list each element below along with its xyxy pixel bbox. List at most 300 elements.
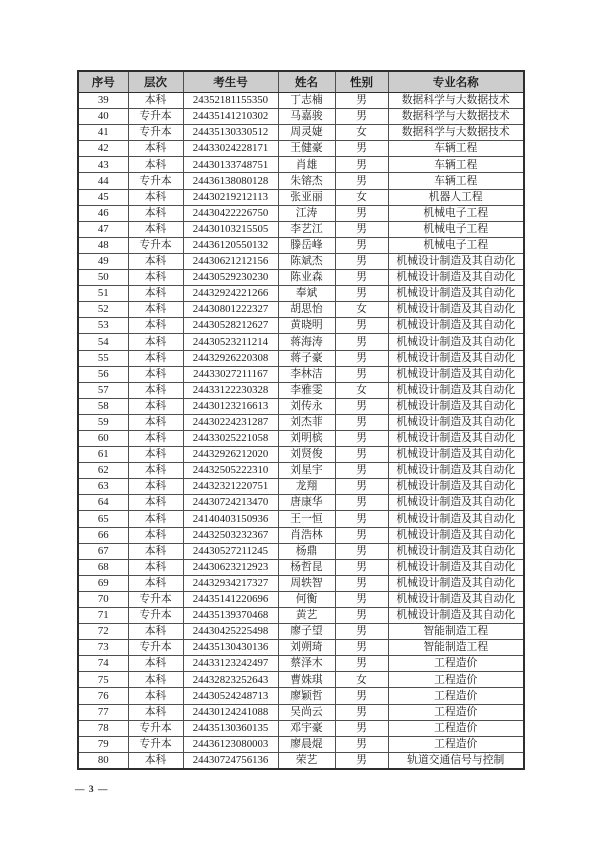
table-cell: 24433027211167 bbox=[183, 366, 278, 382]
table-cell: 本科 bbox=[128, 559, 183, 575]
table-cell: 廖晨焜 bbox=[278, 736, 335, 752]
table-cell: 本科 bbox=[128, 221, 183, 237]
table-row bbox=[78, 704, 524, 720]
table-cell: 24432926220308 bbox=[183, 350, 278, 366]
table-cell: 专升本 bbox=[128, 591, 183, 607]
table-row bbox=[78, 752, 524, 769]
table-row bbox=[78, 495, 524, 511]
table-cell: 男 bbox=[335, 253, 388, 269]
table-cell: 本科 bbox=[128, 334, 183, 350]
table-row bbox=[78, 398, 524, 414]
table-cell: 24352181155350 bbox=[183, 93, 278, 109]
table-cell: 本科 bbox=[128, 624, 183, 640]
table-cell: 24430123216613 bbox=[183, 398, 278, 414]
table-cell: 49 bbox=[78, 253, 128, 269]
table-cell: 男 bbox=[335, 704, 388, 720]
table-cell: 男 bbox=[335, 656, 388, 672]
table-cell: 24140403150936 bbox=[183, 511, 278, 527]
table-cell: 机械设计制造及其自动化 bbox=[388, 479, 524, 495]
table-cell: 男 bbox=[335, 447, 388, 463]
table-cell: 男 bbox=[335, 752, 388, 769]
table-cell: 机械设计制造及其自动化 bbox=[388, 559, 524, 575]
table-cell: 65 bbox=[78, 511, 128, 527]
table-cell: 本科 bbox=[128, 495, 183, 511]
table-row bbox=[78, 591, 524, 607]
table-cell: 机械设计制造及其自动化 bbox=[388, 527, 524, 543]
table-row bbox=[78, 720, 524, 736]
table-cell: 江涛 bbox=[278, 205, 335, 221]
table-cell: 奉斌 bbox=[278, 286, 335, 302]
table-body bbox=[78, 93, 524, 769]
table-row bbox=[78, 414, 524, 430]
table-cell: 男 bbox=[335, 350, 388, 366]
table-cell: 陈业森 bbox=[278, 270, 335, 286]
table-row bbox=[78, 382, 524, 398]
table-cell: 女 bbox=[335, 125, 388, 141]
table-cell: 72 bbox=[78, 624, 128, 640]
table-cell: 胡思怡 bbox=[278, 302, 335, 318]
table-cell: 杨鼎 bbox=[278, 543, 335, 559]
column-header: 层次 bbox=[128, 71, 183, 93]
table-cell: 肖浩林 bbox=[278, 527, 335, 543]
table-cell: 48 bbox=[78, 237, 128, 253]
table-cell: 本科 bbox=[128, 205, 183, 221]
table-cell: 本科 bbox=[128, 253, 183, 269]
table-cell: 女 bbox=[335, 302, 388, 318]
table-cell: 43 bbox=[78, 157, 128, 173]
table-cell: 58 bbox=[78, 398, 128, 414]
table-cell: 龙翔 bbox=[278, 479, 335, 495]
table-cell: 67 bbox=[78, 543, 128, 559]
table-cell: 本科 bbox=[128, 93, 183, 109]
table-cell: 男 bbox=[335, 93, 388, 109]
table-cell: 24433024228171 bbox=[183, 141, 278, 157]
table-cell: 男 bbox=[335, 109, 388, 125]
table-cell: 李林洁 bbox=[278, 366, 335, 382]
table-cell: 本科 bbox=[128, 463, 183, 479]
table-cell: 男 bbox=[335, 430, 388, 446]
table-cell: 24430621212156 bbox=[183, 253, 278, 269]
table-cell: 智能制造工程 bbox=[388, 640, 524, 656]
table-cell: 男 bbox=[335, 366, 388, 382]
column-header: 姓名 bbox=[278, 71, 335, 93]
table-cell: 24435139370468 bbox=[183, 608, 278, 624]
table-cell: 本科 bbox=[128, 366, 183, 382]
table-cell: 机械设计制造及其自动化 bbox=[388, 495, 524, 511]
table-row bbox=[78, 221, 524, 237]
table-cell: 24435130430136 bbox=[183, 640, 278, 656]
table-row bbox=[78, 157, 524, 173]
table-cell: 59 bbox=[78, 414, 128, 430]
table-cell: 杨哲昆 bbox=[278, 559, 335, 575]
table-cell: 男 bbox=[335, 334, 388, 350]
table-cell: 本科 bbox=[128, 704, 183, 720]
table-cell: 57 bbox=[78, 382, 128, 398]
table-cell: 47 bbox=[78, 221, 128, 237]
table-cell: 24432924221266 bbox=[183, 286, 278, 302]
table-header-row bbox=[78, 71, 524, 93]
table-cell: 本科 bbox=[128, 575, 183, 591]
table-cell: 机械设计制造及其自动化 bbox=[388, 608, 524, 624]
table-cell: 本科 bbox=[128, 414, 183, 430]
table-row bbox=[78, 286, 524, 302]
table-cell: 专升本 bbox=[128, 173, 183, 189]
table-cell: 男 bbox=[335, 270, 388, 286]
table-cell: 机械设计制造及其自动化 bbox=[388, 253, 524, 269]
table-cell: 蒋子豪 bbox=[278, 350, 335, 366]
table-cell: 本科 bbox=[128, 447, 183, 463]
admission-roster-table bbox=[77, 70, 525, 770]
table-cell: 廖颖哲 bbox=[278, 688, 335, 704]
table-cell: 机械设计制造及其自动化 bbox=[388, 447, 524, 463]
table-cell: 24430422226750 bbox=[183, 205, 278, 221]
table-cell: 李艺江 bbox=[278, 221, 335, 237]
table-cell: 数据科学与大数据技术 bbox=[388, 93, 524, 109]
page-number: — 3 — bbox=[75, 785, 109, 795]
table-cell: 男 bbox=[335, 286, 388, 302]
table-cell: 李雅雯 bbox=[278, 382, 335, 398]
column-header: 性别 bbox=[335, 71, 388, 93]
table-row bbox=[78, 366, 524, 382]
table-cell: 男 bbox=[335, 141, 388, 157]
table-cell: 机械设计制造及其自动化 bbox=[388, 430, 524, 446]
table-cell: 40 bbox=[78, 109, 128, 125]
table-cell: 24430528212627 bbox=[183, 318, 278, 334]
table-cell: 80 bbox=[78, 752, 128, 769]
table-row bbox=[78, 125, 524, 141]
table-cell: 本科 bbox=[128, 157, 183, 173]
table-cell: 刘朔琦 bbox=[278, 640, 335, 656]
table-cell: 专升本 bbox=[128, 720, 183, 736]
table-cell: 本科 bbox=[128, 656, 183, 672]
table-cell: 周灵婕 bbox=[278, 125, 335, 141]
table-cell: 24433025221058 bbox=[183, 430, 278, 446]
table-cell: 机械设计制造及其自动化 bbox=[388, 398, 524, 414]
table-cell: 24430124241088 bbox=[183, 704, 278, 720]
table-row bbox=[78, 479, 524, 495]
table-cell: 车辆工程 bbox=[388, 173, 524, 189]
table-cell: 工程造价 bbox=[388, 720, 524, 736]
table-cell: 24436138080128 bbox=[183, 173, 278, 189]
table-cell: 工程造价 bbox=[388, 704, 524, 720]
table-cell: 男 bbox=[335, 624, 388, 640]
table-cell: 24432926212020 bbox=[183, 447, 278, 463]
table-cell: 刘传永 bbox=[278, 398, 335, 414]
table-cell: 70 bbox=[78, 591, 128, 607]
table-cell: 68 bbox=[78, 559, 128, 575]
table-cell: 本科 bbox=[128, 543, 183, 559]
table-row bbox=[78, 253, 524, 269]
table-cell: 男 bbox=[335, 237, 388, 253]
table-cell: 24430724213470 bbox=[183, 495, 278, 511]
table-cell: 吴尚云 bbox=[278, 704, 335, 720]
table-cell: 24436123080003 bbox=[183, 736, 278, 752]
table-cell: 71 bbox=[78, 608, 128, 624]
table-cell: 肖雄 bbox=[278, 157, 335, 173]
table-cell: 男 bbox=[335, 591, 388, 607]
table-cell: 机械设计制造及其自动化 bbox=[388, 286, 524, 302]
table-cell: 77 bbox=[78, 704, 128, 720]
table-row bbox=[78, 527, 524, 543]
table-cell: 51 bbox=[78, 286, 128, 302]
table-cell: 专升本 bbox=[128, 125, 183, 141]
table-cell: 张亚丽 bbox=[278, 189, 335, 205]
table-row bbox=[78, 109, 524, 125]
table-cell: 本科 bbox=[128, 189, 183, 205]
table-cell: 荣艺 bbox=[278, 752, 335, 769]
table-cell: 24436120550132 bbox=[183, 237, 278, 253]
table-cell: 本科 bbox=[128, 141, 183, 157]
table-cell: 24430623212923 bbox=[183, 559, 278, 575]
table-cell: 55 bbox=[78, 350, 128, 366]
table-cell: 52 bbox=[78, 302, 128, 318]
table-cell: 24432321220751 bbox=[183, 479, 278, 495]
table-cell: 男 bbox=[335, 157, 388, 173]
table-cell: 机器人工程 bbox=[388, 189, 524, 205]
table-cell: 机械设计制造及其自动化 bbox=[388, 543, 524, 559]
table-row bbox=[78, 350, 524, 366]
table-cell: 24430219212113 bbox=[183, 189, 278, 205]
column-header: 序号 bbox=[78, 71, 128, 93]
table-cell: 74 bbox=[78, 656, 128, 672]
table-cell: 何衡 bbox=[278, 591, 335, 607]
table-cell: 本科 bbox=[128, 318, 183, 334]
table-row bbox=[78, 608, 524, 624]
table-cell: 廖子望 bbox=[278, 624, 335, 640]
table-cell: 男 bbox=[335, 736, 388, 752]
table-cell: 邓宇豪 bbox=[278, 720, 335, 736]
table-cell: 黄艺 bbox=[278, 608, 335, 624]
table-cell: 机械设计制造及其自动化 bbox=[388, 366, 524, 382]
table-cell: 数据科学与大数据技术 bbox=[388, 125, 524, 141]
table-cell: 数据科学与大数据技术 bbox=[388, 109, 524, 125]
table-cell: 本科 bbox=[128, 286, 183, 302]
table-cell: 机械设计制造及其自动化 bbox=[388, 270, 524, 286]
table-cell: 53 bbox=[78, 318, 128, 334]
table-cell: 男 bbox=[335, 221, 388, 237]
table-cell: 24430527211245 bbox=[183, 543, 278, 559]
table-cell: 唐康华 bbox=[278, 495, 335, 511]
table-cell: 蒋海涛 bbox=[278, 334, 335, 350]
table-cell: 黄晓明 bbox=[278, 318, 335, 334]
table-cell: 机械设计制造及其自动化 bbox=[388, 591, 524, 607]
table-cell: 刘明槟 bbox=[278, 430, 335, 446]
table-cell: 男 bbox=[335, 688, 388, 704]
table-cell: 本科 bbox=[128, 527, 183, 543]
table-cell: 机械设计制造及其自动化 bbox=[388, 318, 524, 334]
table-cell: 24430529230230 bbox=[183, 270, 278, 286]
table-cell: 56 bbox=[78, 366, 128, 382]
table-cell: 刘星宇 bbox=[278, 463, 335, 479]
table-cell: 79 bbox=[78, 736, 128, 752]
table-cell: 轨道交通信号与控制 bbox=[388, 752, 524, 769]
table-cell: 机械设计制造及其自动化 bbox=[388, 575, 524, 591]
table-row bbox=[78, 173, 524, 189]
table-cell: 男 bbox=[335, 173, 388, 189]
table-cell: 机械设计制造及其自动化 bbox=[388, 334, 524, 350]
table-cell: 陈斌杰 bbox=[278, 253, 335, 269]
table-cell: 45 bbox=[78, 189, 128, 205]
table-cell: 66 bbox=[78, 527, 128, 543]
table-cell: 男 bbox=[335, 414, 388, 430]
table-row bbox=[78, 656, 524, 672]
table-cell: 男 bbox=[335, 720, 388, 736]
table-cell: 曹姝琪 bbox=[278, 672, 335, 688]
table-cell: 刘杰菲 bbox=[278, 414, 335, 430]
table-cell: 24430425225498 bbox=[183, 624, 278, 640]
table-cell: 丁志楠 bbox=[278, 93, 335, 109]
table-cell: 女 bbox=[335, 189, 388, 205]
table-cell: 男 bbox=[335, 543, 388, 559]
table-cell: 24433122230328 bbox=[183, 382, 278, 398]
table-cell: 女 bbox=[335, 672, 388, 688]
table-row bbox=[78, 463, 524, 479]
table-row bbox=[78, 318, 524, 334]
table-cell: 24435141220696 bbox=[183, 591, 278, 607]
table-cell: 机械设计制造及其自动化 bbox=[388, 302, 524, 318]
table-row bbox=[78, 205, 524, 221]
table-cell: 智能制造工程 bbox=[388, 624, 524, 640]
table-cell: 专升本 bbox=[128, 736, 183, 752]
table-cell: 男 bbox=[335, 398, 388, 414]
table-row bbox=[78, 559, 524, 575]
table-cell: 机械设计制造及其自动化 bbox=[388, 382, 524, 398]
table-row bbox=[78, 302, 524, 318]
table-cell: 男 bbox=[335, 511, 388, 527]
table-row bbox=[78, 189, 524, 205]
table-row bbox=[78, 93, 524, 109]
table-cell: 男 bbox=[335, 559, 388, 575]
table-cell: 本科 bbox=[128, 398, 183, 414]
table-cell: 女 bbox=[335, 382, 388, 398]
table-cell: 滕岳峰 bbox=[278, 237, 335, 253]
table-cell: 专升本 bbox=[128, 640, 183, 656]
table-cell: 39 bbox=[78, 93, 128, 109]
table-cell: 62 bbox=[78, 463, 128, 479]
table-cell: 专升本 bbox=[128, 109, 183, 125]
table-cell: 24430523211214 bbox=[183, 334, 278, 350]
table-cell: 24432934217327 bbox=[183, 575, 278, 591]
table-row bbox=[78, 736, 524, 752]
column-header: 专业名称 bbox=[388, 71, 524, 93]
table-cell: 24430224231287 bbox=[183, 414, 278, 430]
table-cell: 机械电子工程 bbox=[388, 205, 524, 221]
table-cell: 24435130360135 bbox=[183, 720, 278, 736]
table-cell: 24430103215505 bbox=[183, 221, 278, 237]
table-cell: 78 bbox=[78, 720, 128, 736]
table-cell: 24435141210302 bbox=[183, 109, 278, 125]
table-cell: 本科 bbox=[128, 350, 183, 366]
table-cell: 本科 bbox=[128, 479, 183, 495]
table-cell: 64 bbox=[78, 495, 128, 511]
table-row bbox=[78, 334, 524, 350]
table-cell: 24432823252643 bbox=[183, 672, 278, 688]
table-cell: 24433123242497 bbox=[183, 656, 278, 672]
table-cell: 王一恒 bbox=[278, 511, 335, 527]
table-cell: 60 bbox=[78, 430, 128, 446]
table-cell: 马嘉骏 bbox=[278, 109, 335, 125]
table-cell: 42 bbox=[78, 141, 128, 157]
table-row bbox=[78, 511, 524, 527]
table-cell: 73 bbox=[78, 640, 128, 656]
table-cell: 工程造价 bbox=[388, 736, 524, 752]
table-row bbox=[78, 141, 524, 157]
table-cell: 本科 bbox=[128, 270, 183, 286]
table-cell: 车辆工程 bbox=[388, 157, 524, 173]
table-row bbox=[78, 270, 524, 286]
table-cell: 44 bbox=[78, 173, 128, 189]
table-cell: 54 bbox=[78, 334, 128, 350]
table-cell: 本科 bbox=[128, 511, 183, 527]
table-row bbox=[78, 237, 524, 253]
table-cell: 男 bbox=[335, 527, 388, 543]
table-cell: 24430724756136 bbox=[183, 752, 278, 769]
table-cell: 工程造价 bbox=[388, 688, 524, 704]
table-cell: 本科 bbox=[128, 752, 183, 769]
table-cell: 机械电子工程 bbox=[388, 221, 524, 237]
table-cell: 本科 bbox=[128, 688, 183, 704]
table-cell: 男 bbox=[335, 318, 388, 334]
table-cell: 专升本 bbox=[128, 237, 183, 253]
table-cell: 76 bbox=[78, 688, 128, 704]
table-cell: 男 bbox=[335, 463, 388, 479]
table-row bbox=[78, 430, 524, 446]
table-cell: 本科 bbox=[128, 382, 183, 398]
table-cell: 专升本 bbox=[128, 608, 183, 624]
table-cell: 46 bbox=[78, 205, 128, 221]
table-row bbox=[78, 575, 524, 591]
table-row bbox=[78, 624, 524, 640]
table-cell: 本科 bbox=[128, 302, 183, 318]
table-cell: 机械电子工程 bbox=[388, 237, 524, 253]
table-cell: 工程造价 bbox=[388, 656, 524, 672]
table-cell: 机械设计制造及其自动化 bbox=[388, 511, 524, 527]
table-cell: 男 bbox=[335, 640, 388, 656]
table-cell: 工程造价 bbox=[388, 672, 524, 688]
table-cell: 50 bbox=[78, 270, 128, 286]
table-cell: 24432505222310 bbox=[183, 463, 278, 479]
table-row bbox=[78, 640, 524, 656]
table-cell: 男 bbox=[335, 205, 388, 221]
table-cell: 蔡泽木 bbox=[278, 656, 335, 672]
table-cell: 24430524248713 bbox=[183, 688, 278, 704]
table-cell: 24432503232367 bbox=[183, 527, 278, 543]
table-cell: 刘贤俊 bbox=[278, 447, 335, 463]
table-row bbox=[78, 688, 524, 704]
table-cell: 男 bbox=[335, 479, 388, 495]
table-cell: 男 bbox=[335, 495, 388, 511]
table-cell: 车辆工程 bbox=[388, 141, 524, 157]
table-cell: 本科 bbox=[128, 672, 183, 688]
table-cell: 周轶智 bbox=[278, 575, 335, 591]
table-cell: 男 bbox=[335, 575, 388, 591]
table-cell: 61 bbox=[78, 447, 128, 463]
table-cell: 69 bbox=[78, 575, 128, 591]
table-cell: 朱镕杰 bbox=[278, 173, 335, 189]
table-cell: 75 bbox=[78, 672, 128, 688]
table-row bbox=[78, 543, 524, 559]
table-cell: 机械设计制造及其自动化 bbox=[388, 414, 524, 430]
table-cell: 机械设计制造及其自动化 bbox=[388, 350, 524, 366]
table-row bbox=[78, 447, 524, 463]
table-cell: 41 bbox=[78, 125, 128, 141]
table-cell: 王健豪 bbox=[278, 141, 335, 157]
table-cell: 24435130330512 bbox=[183, 125, 278, 141]
table-row bbox=[78, 672, 524, 688]
table-cell: 男 bbox=[335, 608, 388, 624]
table-cell: 本科 bbox=[128, 430, 183, 446]
table-cell: 24430801222327 bbox=[183, 302, 278, 318]
